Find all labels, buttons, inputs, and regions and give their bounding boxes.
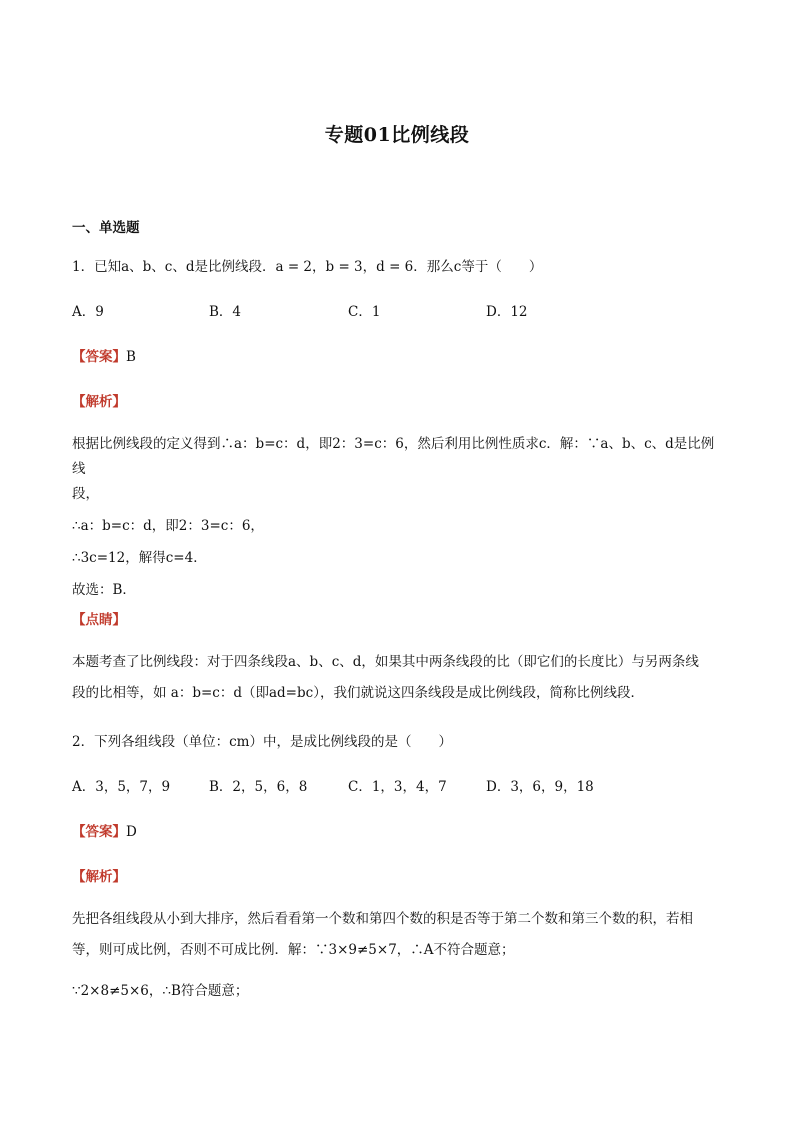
q1-answer	[72, 345, 136, 365]
q2-analysis-label: 【解析】	[72, 869, 126, 885]
section-heading: 一、单选题	[72, 220, 140, 236]
q1-option-a: A．9	[72, 304, 104, 320]
q1-comment-label: 【点睛】	[72, 612, 126, 628]
answer-value: D	[126, 824, 137, 840]
analysis-line: 等，则可成比例，否则不可成比例．解：∵3×9≠5×7，∴A不符合题意；	[72, 942, 515, 958]
q1-comment-body	[72, 650, 722, 706]
page-title: 专题01比例线段	[324, 124, 470, 146]
analysis-line: ∵2×8≠5×6，∴B符合题意；	[72, 983, 249, 999]
analysis-line: 先把各组线段从小到大排序，然后看看第一个数和第四个数的积是否等于第二个数和第三个数的积，若相	[72, 911, 693, 927]
question-2-stem: 2．下列各组线段（单位：cm）中，是成比例线段的是（ ）	[72, 734, 452, 750]
q2-answer	[72, 820, 137, 840]
q2-option-d: D．3，6，9，18	[486, 779, 594, 795]
comment-line: 本题考查了比例线段：对于四条线段a、b、c、d，如果其中两条线段的比（即它们的长度比）与另两条线	[72, 654, 699, 670]
analysis-line: ∴a：b=c：d，即2：3=c：6，	[72, 518, 264, 534]
q1-option-b: B．4	[209, 304, 242, 320]
analysis-line: 段，	[72, 486, 99, 502]
question-1-stem: 1．已知a、b、c、d是比例线段．a = 2，b = 3，d = 6．那么c等于（ ）	[72, 259, 543, 275]
q1-option-c: C．1	[348, 304, 381, 320]
analysis-line: 故选：B．	[72, 582, 136, 598]
q2-analysis-body	[72, 907, 722, 1004]
q1-analysis-label: 【解析】	[72, 394, 126, 410]
q2-option-c: C．1，3，4，7	[348, 779, 447, 795]
comment-line: 段的比相等，如 a：b=c：d（即ad=bc），我们就说这四条线段是成比例线段，简称比例线段．	[72, 685, 644, 701]
answer-label: 【答案】	[72, 824, 126, 840]
answer-label: 【答案】	[72, 349, 126, 365]
q1-option-d: D．12	[486, 304, 528, 320]
analysis-line: 根据比例线段的定义得到∴a：b=c：d，即2：3=c：6，然后利用比例性质求c．解：∵a、b、c、d是比例线	[72, 436, 715, 477]
analysis-line: ∴3c=12，解得c=4．	[72, 550, 207, 566]
q2-option-a: A．3，5，7，9	[72, 779, 171, 795]
q1-analysis-body	[72, 432, 722, 603]
answer-value: B	[126, 349, 136, 365]
q2-option-b: B．2，5，6，8	[209, 779, 308, 795]
